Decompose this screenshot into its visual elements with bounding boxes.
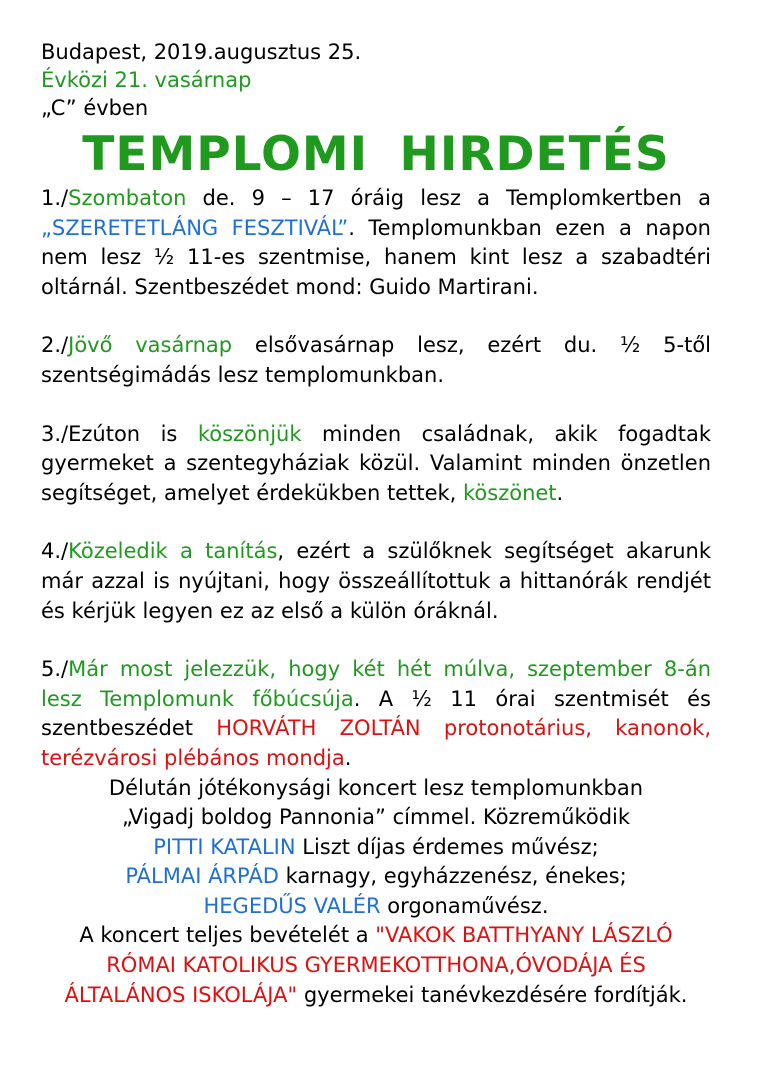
performer-line bbox=[41, 892, 711, 922]
concert-line: „Vigadj boldog Pannonia” címmel. Közreműködik bbox=[121, 805, 631, 830]
item-highlight: Szombaton bbox=[68, 186, 187, 210]
announcement-item-5 bbox=[41, 655, 711, 773]
item-text: , ezért a szülőknek segítséget akarunk már azzal is nyújtani, hogy összeállítottuk a hittanórák rendjét és kérjük legyen ez az első a külön óráknál. bbox=[41, 539, 711, 623]
item-highlight: Már most jelezzük, hogy két hét múlva, szeptember 8-án lesz Templomunk főbúcsúja bbox=[41, 657, 711, 711]
item-text: . bbox=[344, 745, 352, 770]
item-highlight: Közeledik a tanítás bbox=[68, 539, 278, 564]
item-number: 4./ bbox=[41, 539, 69, 564]
beneficiary-name: "VAKOK BATTHYANY LÁSZLÓ bbox=[375, 923, 673, 948]
date-line: Budapest, 2019.augusztus 25. bbox=[41, 40, 362, 64]
performer-name: PITTI KATALIN bbox=[153, 834, 296, 859]
announcement-page bbox=[41, 38, 711, 1010]
announcement-item-4 bbox=[41, 537, 711, 626]
performer-line bbox=[41, 862, 711, 892]
item-text: elsővasárnap lesz, ezért du. ½ 5-től szentségimádás lesz templomunkban. bbox=[41, 333, 711, 387]
festival-name: „SZERETETLÁNG FESZTIVÁL” bbox=[41, 215, 349, 240]
page-title: TEMPLOMI HIRDETÉS bbox=[82, 127, 670, 182]
concert-section bbox=[41, 774, 711, 1011]
performer-line bbox=[41, 833, 711, 863]
item-number: 3./ bbox=[41, 421, 69, 446]
announcement-item-1 bbox=[41, 184, 711, 302]
item-highlight: köszönjük bbox=[197, 421, 302, 446]
item-number: 1./ bbox=[41, 186, 69, 210]
performer-name: HEGEDŰS VALÉR bbox=[203, 893, 381, 918]
item-text: Ezúton is bbox=[68, 421, 198, 446]
celebrant-name: HORVÁTH ZOLTÁN protonotárius, kanonok, terézvárosi plébános mondja bbox=[41, 716, 711, 770]
liturgical-year-line: „C” évben bbox=[41, 96, 149, 120]
item-highlight: Jövő vasárnap bbox=[68, 333, 233, 358]
performer-desc: orgonaművész. bbox=[380, 893, 549, 918]
item-text: . A ½ 11 órai szentmisét és szentbeszédet bbox=[41, 686, 711, 741]
performer-name: PÁLMAI ÁRPÁD bbox=[125, 864, 279, 889]
beneficiary-text: gyermekei tanévkezdésére fordítják. bbox=[297, 982, 688, 1007]
item-highlight-thanks: köszönet bbox=[463, 480, 557, 505]
concert-line: Délután jótékonysági koncert lesz templomunkban bbox=[108, 775, 644, 800]
beneficiary-line bbox=[41, 981, 711, 1011]
performer-desc: Liszt díjas érdemes művész; bbox=[295, 834, 599, 859]
beneficiary-line bbox=[41, 951, 711, 981]
sunday-line: Évközi 21. vasárnap bbox=[41, 68, 252, 92]
item-text: minden családnak, akik fogadtak gyermeket a szentegyháziak közül. Valamint minden önzetlen segítséget, amelyet érdekükben tettek, bbox=[41, 421, 711, 505]
beneficiary-text: A koncert teljes bevételét a bbox=[79, 923, 376, 948]
item-text: . Templomunkban ezen a napon nem lesz ½ 11-es szentmise, hanem kint lesz a szabadtéri oltárnál. Szentbeszédet mond: Guido Martirani. bbox=[41, 215, 711, 299]
item-number: 2./ bbox=[41, 333, 69, 358]
announcement-item-3 bbox=[41, 420, 711, 509]
beneficiary-name: RÓMAI KATOLIKUS GYERMEKOTTHONA,ÓVODÁJA ÉS bbox=[106, 953, 646, 978]
beneficiary-name: ÁLTALÁNOS ISKOLÁJA" bbox=[64, 982, 298, 1007]
item-text: de. 9 – 17 óráig lesz a Templomkertben a bbox=[186, 186, 711, 210]
item-number: 5./ bbox=[41, 657, 69, 682]
performer-desc: karnagy, egyházzenész, énekes; bbox=[278, 864, 627, 889]
item-text: . bbox=[556, 480, 564, 505]
beneficiary-line bbox=[41, 921, 711, 951]
announcement-item-2 bbox=[41, 331, 711, 390]
